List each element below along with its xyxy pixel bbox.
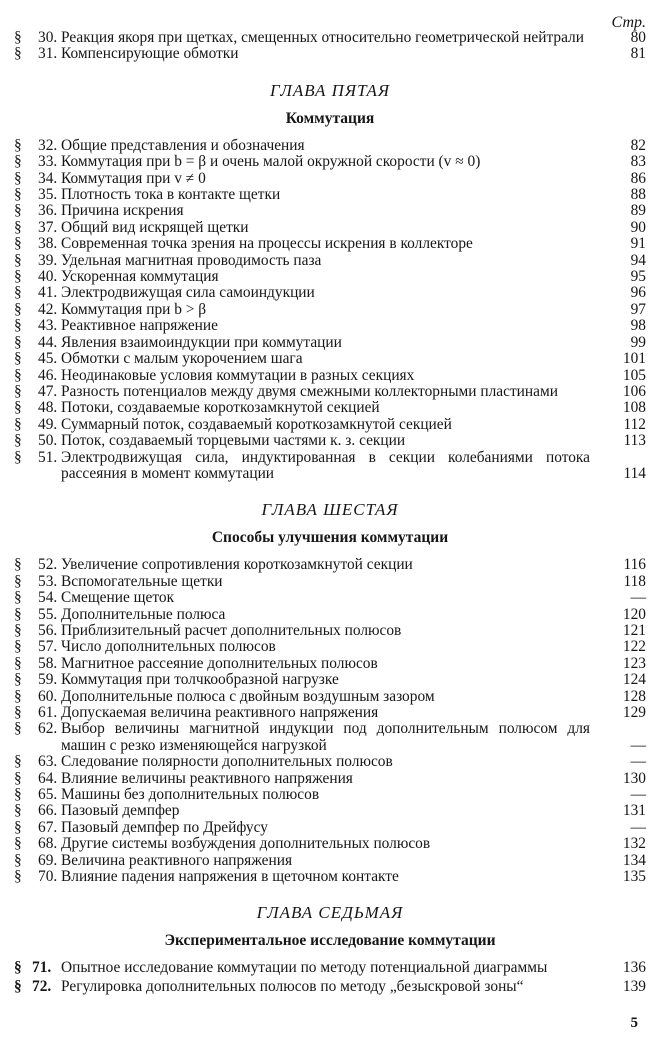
section-sign: § [14,868,22,886]
entry-number: 55. [38,605,58,623]
entry-page: 116 [623,556,646,574]
section-sign: § [14,671,22,689]
toc-entry [14,400,646,416]
entry-title: Регулировка дополнительных полюсов по методу „безыскровой зоны“ [61,977,524,995]
chapter-heading: ГЛАВА ШЕСТАЯ [261,500,399,520]
section-sign: § [14,835,22,853]
entry-page: 105 [622,366,646,384]
section-sign: § [14,136,22,154]
entry-number: 62. [38,720,58,738]
section-sign: § [14,300,22,318]
entry-page: 88 [630,186,646,204]
toc-entry [14,236,646,252]
entry-page: 134 [622,851,646,869]
entry-page: 129 [622,704,646,721]
toc-entry [14,656,646,672]
section-sign: § [14,317,22,335]
entry-number: 40. [38,268,58,286]
entry-page: 89 [630,202,646,220]
toc-entry [14,285,646,301]
entry-number: 38. [38,235,58,253]
entry-title: Коммутация при толчкообразной нагрузке [61,671,339,689]
section-sign: § [14,769,22,787]
entry-number: 44. [38,333,58,351]
entry-page: 97 [630,300,646,318]
entry-number: 37. [38,218,58,236]
section-sign: § [14,448,22,466]
entry-page: 135 [622,868,646,886]
entry-number: 35. [38,186,58,204]
entry-title: Электродвижущая сила самоиндукции [61,284,315,302]
entry-page: 81 [630,45,646,63]
entry-page: 101 [622,350,646,368]
entry-page: 128 [622,687,646,705]
toc-entry [14,853,646,869]
section-sign: § [14,654,22,672]
entry-title: Реакция якоря при щетках, смещенных относительно геометрической нейтрали [61,29,584,46]
entry-title: Плотность тока в контакте щетки [61,186,281,204]
entry-number: 69. [38,851,58,869]
toc-entry [14,639,646,655]
entry-number: 46. [38,366,58,384]
section-sign: § [14,704,22,721]
entry-title: Пазовый демпфер по Дрейфусу [61,818,268,836]
entry-page: 114 [623,464,646,482]
entry-title: Явления взаимоиндукции при коммутации [61,333,342,351]
toc-entry [14,417,646,433]
entry-page: — [630,818,646,836]
entry-number: 53. [38,572,58,590]
section-sign: § [14,621,22,639]
entry-page: 136 [622,959,646,977]
entry-title: Допускаемая величина реактивного напряжения [61,704,379,721]
toc-entry [14,803,646,819]
section-sign: § [14,687,22,705]
entry-number: 61. [38,704,58,721]
entry-title: Суммарный поток, создаваемый короткозамкнутой секцией [61,415,452,433]
chapter-heading: ГЛАВА ПЯТАЯ [269,80,391,100]
toc-entry [14,30,646,46]
toc-entry [14,960,646,976]
entry-page: 118 [623,572,646,590]
entry-title: Другие системы возбуждения дополнительных полюсов [61,835,431,853]
entry-page: 91 [630,235,646,253]
entry-page: 112 [623,415,646,433]
toc-entry [14,171,646,187]
toc-pre-entries [14,30,646,63]
entry-page: 132 [622,835,646,853]
entry-title: Причина искрения [61,202,184,220]
entry-page: 120 [622,605,646,623]
toc-entry [14,384,646,400]
section-sign: § [14,415,22,433]
section-sign: § [14,169,22,187]
entry-title: Ускоренная коммутация [61,268,219,286]
toc-entry [14,787,646,803]
entry-number: 51. [38,448,58,466]
section-sign: § [14,399,22,417]
section-sign: § [14,589,22,607]
toc-entry [14,368,646,384]
entry-number: 32. [38,136,58,154]
entry-number: 70. [38,868,58,886]
section-sign: § [14,638,22,656]
entry-title: Увеличение сопротивления короткозамкнутой секции [61,556,413,574]
entry-title: Дополнительные полюса [61,605,226,623]
toc-entry [14,138,646,154]
section-sign: § [14,818,22,836]
entry-page: 131 [622,802,646,820]
entry-page: 83 [630,153,646,171]
section-sign: § [14,350,22,368]
section-sign: § [14,432,22,450]
toc-entry [14,46,646,62]
entry-title: Общие представления и обозначения [61,136,305,154]
entry-page: 113 [623,432,646,450]
entry-title: Потоки, создаваемые короткозамкнутой секцией [61,399,380,417]
entry-page: 106 [622,382,646,400]
entry-title: Число дополнительных полюсов [61,638,276,656]
entry-number: 65. [38,786,58,804]
toc-chapters [14,82,646,995]
entry-title: Коммутация при b = β и очень малой окружной скорости (v ≈ 0) [61,153,481,171]
chapter-title: Способы улучшения коммутации [211,529,449,547]
entry-title: Выбор величины магнитной индукции под дополнительным полюсом для машин с резко изменяющейся нагрузкой [61,720,590,754]
toc-entry [14,672,646,688]
entry-page: 108 [622,399,646,417]
entry-title: Реактивное напряжение [61,317,218,335]
entry-number: 68. [38,835,58,853]
page-number: 5 [630,1015,638,1031]
entry-number: 66. [38,802,58,820]
section-sign: § [14,851,22,869]
entry-title: Электродвижущая сила, индуктированная в секции колебаниями потока рассеяния в момент коммутации [61,448,590,482]
entry-number: 34. [38,169,58,187]
entry-page: 80 [630,29,646,46]
entry-number: 39. [38,251,58,269]
toc-entry [14,253,646,269]
entry-page: — [630,786,646,804]
toc-entry [14,335,646,351]
entry-number: 52. [38,556,58,574]
entry-page: 94 [630,251,646,269]
entry-title: Магнитное рассеяние дополнительных полюсов [61,654,378,672]
entry-page: 122 [622,638,646,656]
section-sign: § [14,186,22,204]
entry-number: 60. [38,687,58,705]
section-sign: § [14,382,22,400]
section-sign: § [14,218,22,236]
entry-page: 95 [630,268,646,286]
toc-entry [14,623,646,639]
toc-entry [14,705,646,721]
toc-entry [14,836,646,852]
entry-title: Разность потенциалов между двумя смежными коллекторными пластинами [61,382,558,400]
entry-title: Общий вид искрящей щетки [61,218,249,236]
entry-number: 47. [38,382,58,400]
section-sign: § [14,556,22,574]
entry-number: 71. [32,959,52,977]
section-sign: § [14,572,22,590]
section-sign: § [14,202,22,220]
toc-entry [14,351,646,367]
entry-title: Коммутация при v ≠ 0 [61,169,206,187]
toc-entry [14,187,646,203]
toc-entry [14,318,646,334]
section-sign: § [14,977,22,995]
chapter-section [14,82,646,483]
toc-entry [14,869,646,885]
section-sign: § [14,284,22,302]
entry-title: Смещение щеток [61,589,175,607]
entry-page: — [630,736,646,754]
entry-number: 59. [38,671,58,689]
toc-entry [14,689,646,705]
entry-title: Компенсирующие обмотки [61,45,239,63]
entry-number: 56. [38,621,58,639]
toc-entry [14,220,646,236]
entry-number: 31. [38,45,58,63]
toc-entry [14,574,646,590]
chapter-title: Коммутация [285,109,375,127]
entry-number: 42. [38,300,58,318]
toc-entry [14,269,646,285]
entry-page: 99 [630,333,646,351]
entry-title: Опытное исследование коммутации по методу потенциальной диаграммы [61,959,548,977]
entry-page: — [630,589,646,607]
entry-number: 50. [38,432,58,450]
entry-page: 123 [622,654,646,672]
section-sign: § [14,605,22,623]
entry-number: 49. [38,415,58,433]
entry-title: Влияние величины реактивного напряжения [61,769,353,787]
toc-entry [14,721,646,754]
entry-number: 58. [38,654,58,672]
section-sign: § [14,959,22,977]
entry-page: 86 [630,169,646,187]
section-sign: § [14,753,22,771]
entry-page: 130 [622,769,646,787]
toc-entry [14,979,646,995]
section-sign: § [14,29,22,46]
entry-number: 63. [38,753,58,771]
entry-title: Удельная магнитная проводимость паза [61,251,322,269]
chapter-section [14,501,646,885]
section-sign: § [14,333,22,351]
entry-number: 41. [38,284,58,302]
chapter-title: Экспериментальное исследование коммутации [164,932,496,950]
entry-page: 124 [622,671,646,689]
entry-page: 82 [630,136,646,154]
entry-page: 98 [630,317,646,335]
chapter-heading: ГЛАВА СЕДЬМАЯ [256,903,404,923]
entry-title: Поток, создаваемый торцевыми частями к. з. секции [61,432,406,450]
toc-entry [14,557,646,573]
entry-number: 64. [38,769,58,787]
entry-title: Дополнительные полюса с двойным воздушным зазором [61,687,435,705]
toc-entry [14,590,646,606]
entry-title: Следование полярности дополнительных полюсов [61,753,393,771]
section-sign: § [14,786,22,804]
toc-entry [14,302,646,318]
entry-title: Вспомогательные щетки [61,572,223,590]
section-sign: § [14,366,22,384]
section-sign: § [14,45,22,63]
entry-title: Приблизительный расчет дополнительных полюсов [61,621,402,639]
entry-number: 48. [38,399,58,417]
toc-entry [14,820,646,836]
entry-title: Неодинаковые условия коммутации в разных секциях [61,366,415,384]
toc-entry [14,203,646,219]
entry-number: 45. [38,350,58,368]
entry-title: Коммутация при b > β [61,300,207,318]
section-sign: § [14,802,22,820]
entry-page: 96 [630,284,646,302]
entry-page: 121 [622,621,646,639]
chapter-section [14,904,646,995]
entry-page: 139 [622,977,646,995]
entry-number: 57. [38,638,58,656]
entry-number: 43. [38,317,58,335]
entry-page: — [630,753,646,771]
entry-title: Влияние падения напряжения в щеточном контакте [61,868,399,886]
entry-page: 90 [630,218,646,236]
entry-number: 54. [38,589,58,607]
toc-entry [14,607,646,623]
entry-number: 30. [38,29,58,46]
section-sign: § [14,235,22,253]
entry-number: 72. [32,977,52,995]
page-column-label: Стр. [611,14,646,31]
toc-entry [14,450,646,483]
toc-entry [14,433,646,449]
toc-entry [14,771,646,787]
section-sign: § [14,153,22,171]
entry-title: Пазовый демпфер [61,802,180,820]
entry-title: Величина реактивного напряжения [61,851,293,869]
section-sign: § [14,268,22,286]
entry-title: Современная точка зрения на процессы искрения в коллекторе [61,235,473,253]
entry-title: Обмотки с малым укорочением шага [61,350,303,368]
section-sign: § [14,720,22,738]
entry-number: 67. [38,818,58,836]
toc-entry [14,154,646,170]
toc-page [14,10,646,997]
toc-entry [14,754,646,770]
section-sign: § [14,251,22,269]
entry-title: Машины без дополнительных полюсов [61,786,320,804]
entry-number: 33. [38,153,58,171]
entry-number: 36. [38,202,58,220]
